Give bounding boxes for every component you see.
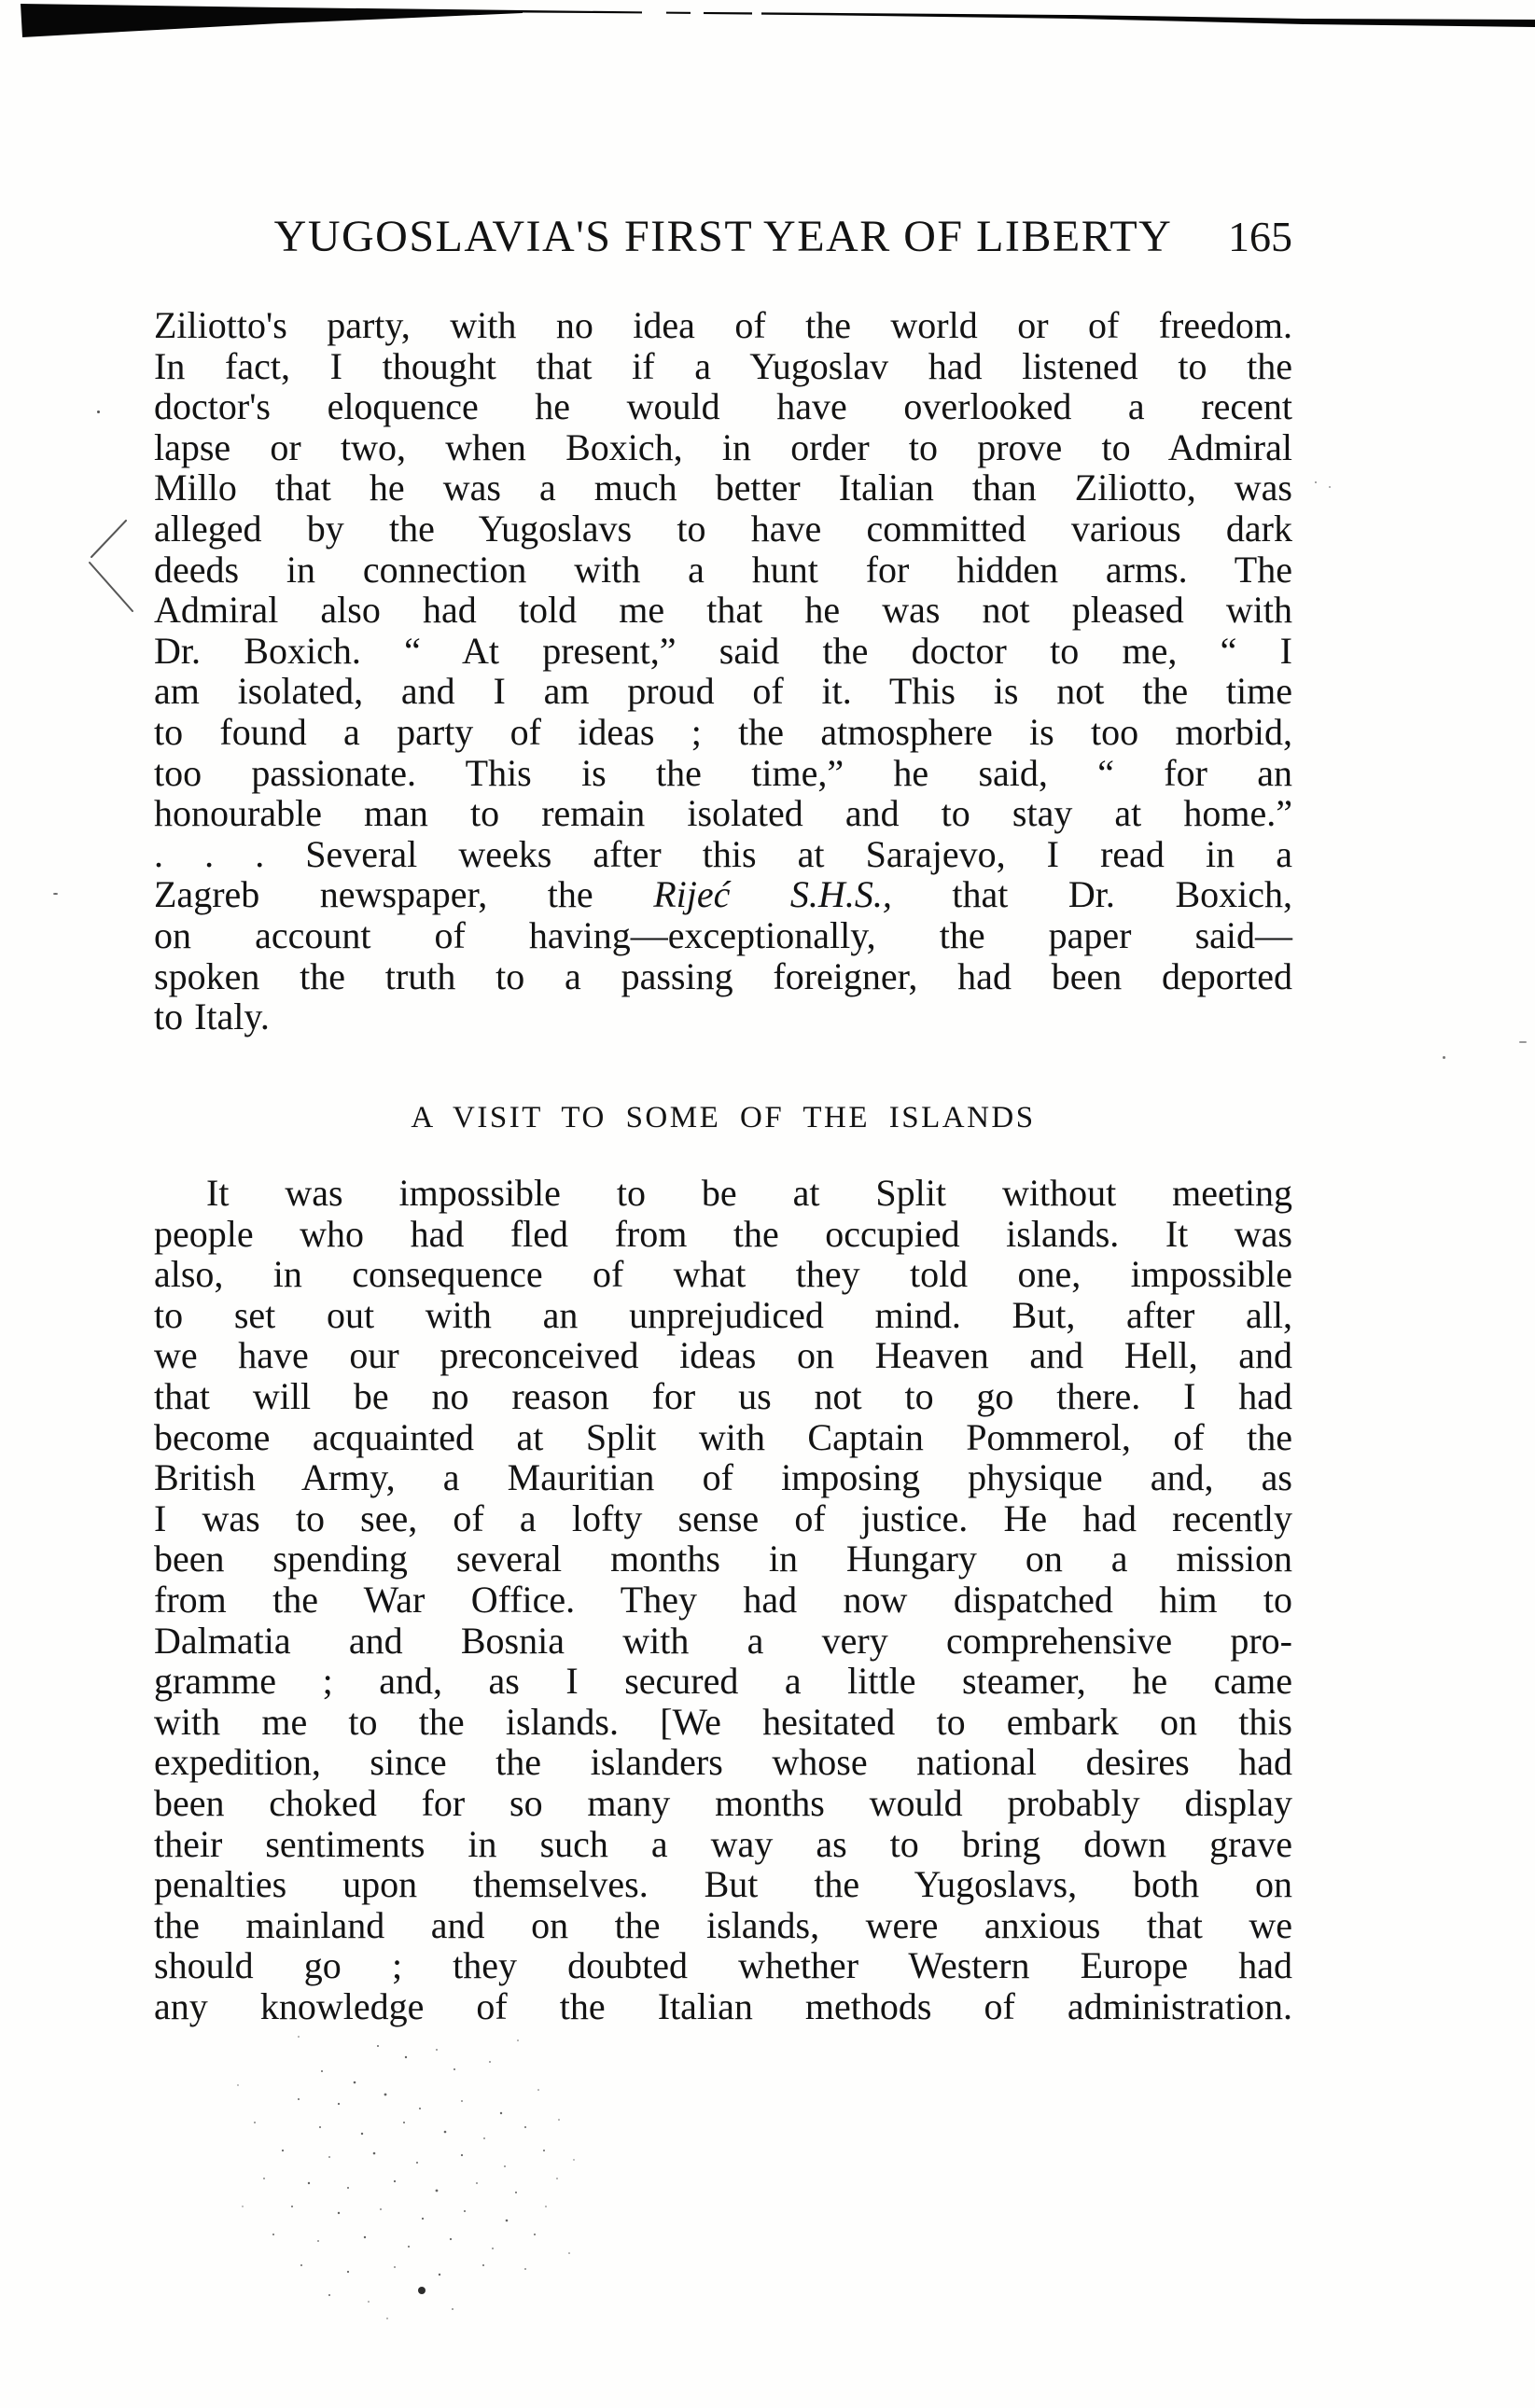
text-line: penalties upon themselves. But the Yugoslavs, both on (154, 1863, 1292, 1906)
text-line: doctor's eloquence he would have overlooked a recent (154, 385, 1292, 428)
text-line: on account of having—exceptionally, the paper said— (154, 913, 1292, 956)
paragraph-continuation (154, 305, 1292, 1037)
text-line: Dr. Boxich. “ At present,” said the doctor to me, “ I (154, 629, 1292, 672)
text-line: gramme ; and, as I secured a little steamer, he came (154, 1660, 1292, 1703)
text-line: It was impossible to be at Split without meeting (206, 1172, 1292, 1214)
text-line: spoken the truth to a passing foreigner, had been deported (154, 954, 1292, 997)
text-line: people who had fled from the occupied islands. It was (154, 1212, 1292, 1255)
text-line: been spending several months in Hungary on a mission (154, 1538, 1292, 1580)
text-line: am isolated, and I am proud of it. This is not the time (154, 670, 1292, 713)
scan-speck (1329, 486, 1331, 488)
text-line: the mainland and on the islands, were anxious that we (154, 1903, 1292, 1946)
text-line: Millo that he was a much better Italian than Ziliotto, was (154, 466, 1292, 509)
text-line: to set out with an unprejudiced mind. But, after all, (154, 1293, 1292, 1336)
text-line: honourable man to remain isolated and to stay at home.” (154, 792, 1292, 835)
text-line: their sentiments in such a way as to bring down grave (154, 1822, 1292, 1865)
text-line: expedition, since the islanders whose national desires had (154, 1741, 1292, 1784)
text-line: to Italy. (154, 995, 270, 1038)
text-line: Admiral also had told me that he was not pleased with (154, 589, 1292, 632)
stain-speckles (210, 2029, 593, 2328)
text-line: become acquainted at Split with Captain Pommerol, of the (154, 1415, 1292, 1458)
text-line: I was to see, of a lofty sense of justice. He had recently (154, 1496, 1292, 1539)
text-line: to found a party of ideas ; the atmosphere is too morbid, (154, 710, 1292, 753)
text-line: with me to the islands. [We hesitated to embark on this (154, 1700, 1292, 1743)
scan-artifact-top-edge (0, 0, 1535, 45)
text-line: been choked for so many months would probably display (154, 1781, 1292, 1824)
section-heading: A VISIT TO SOME OF THE ISLANDS (411, 1101, 1036, 1134)
text-segment: Zagreb newspaper, the (154, 873, 654, 916)
running-head (154, 211, 1292, 267)
text-segment: that Dr. Boxich, (891, 873, 1293, 916)
scan-speck (97, 411, 100, 413)
text-line: from the War Office. They had now dispatched him to (154, 1578, 1292, 1621)
text-line: should go ; they doubted whether Western Europe had (154, 1944, 1292, 1987)
page-number: 165 (1228, 213, 1292, 260)
text-line: . . . Several weeks after this at Sarajevo, I read in a (154, 832, 1292, 875)
text-line: British Army, a Mauritian of imposing physique and, as (154, 1456, 1292, 1499)
text-line: Dalmatia and Bosnia with a very comprehensive pro- (154, 1619, 1292, 1662)
text-line: also, in consequence of what they told one, impossible (154, 1253, 1292, 1296)
text-line: Ziliotto's party, with no idea of the world or of freedom. (154, 304, 1292, 346)
scan-speck (53, 893, 58, 895)
text-line: lapse or two, when Boxich, in order to prove to Admiral (154, 425, 1292, 468)
text-line: any knowledge of the Italian methods of administration. (154, 1984, 1292, 2027)
text-line-with-italic (154, 874, 1292, 915)
paragraph-visit-islands (154, 1173, 1292, 2026)
scan-speck (1519, 1041, 1527, 1043)
text-line: we have our preconceived ideas on Heaven and Hell, and (154, 1334, 1292, 1377)
page-title: YUGOSLAVIA'S FIRST YEAR OF LIBERTY (273, 212, 1173, 261)
scan-speck (1315, 481, 1317, 483)
text-line: too passionate. This is the time,” he said, “ for an (154, 751, 1292, 794)
newspaper-name-italic: Rijeć S.H.S., (653, 873, 892, 916)
text-line: In fact, I thought that if a Yugoslav had listened to the (154, 344, 1292, 387)
text-line: deeds in connection with a hunt for hidden arms. The (154, 548, 1292, 591)
scan-speck (1443, 1056, 1445, 1059)
text-line: that will be no reason for us not to go there. I had (154, 1374, 1292, 1417)
text-line: alleged by the Yugoslavs to have committed various dark (154, 507, 1292, 550)
margin-mark (84, 513, 140, 616)
